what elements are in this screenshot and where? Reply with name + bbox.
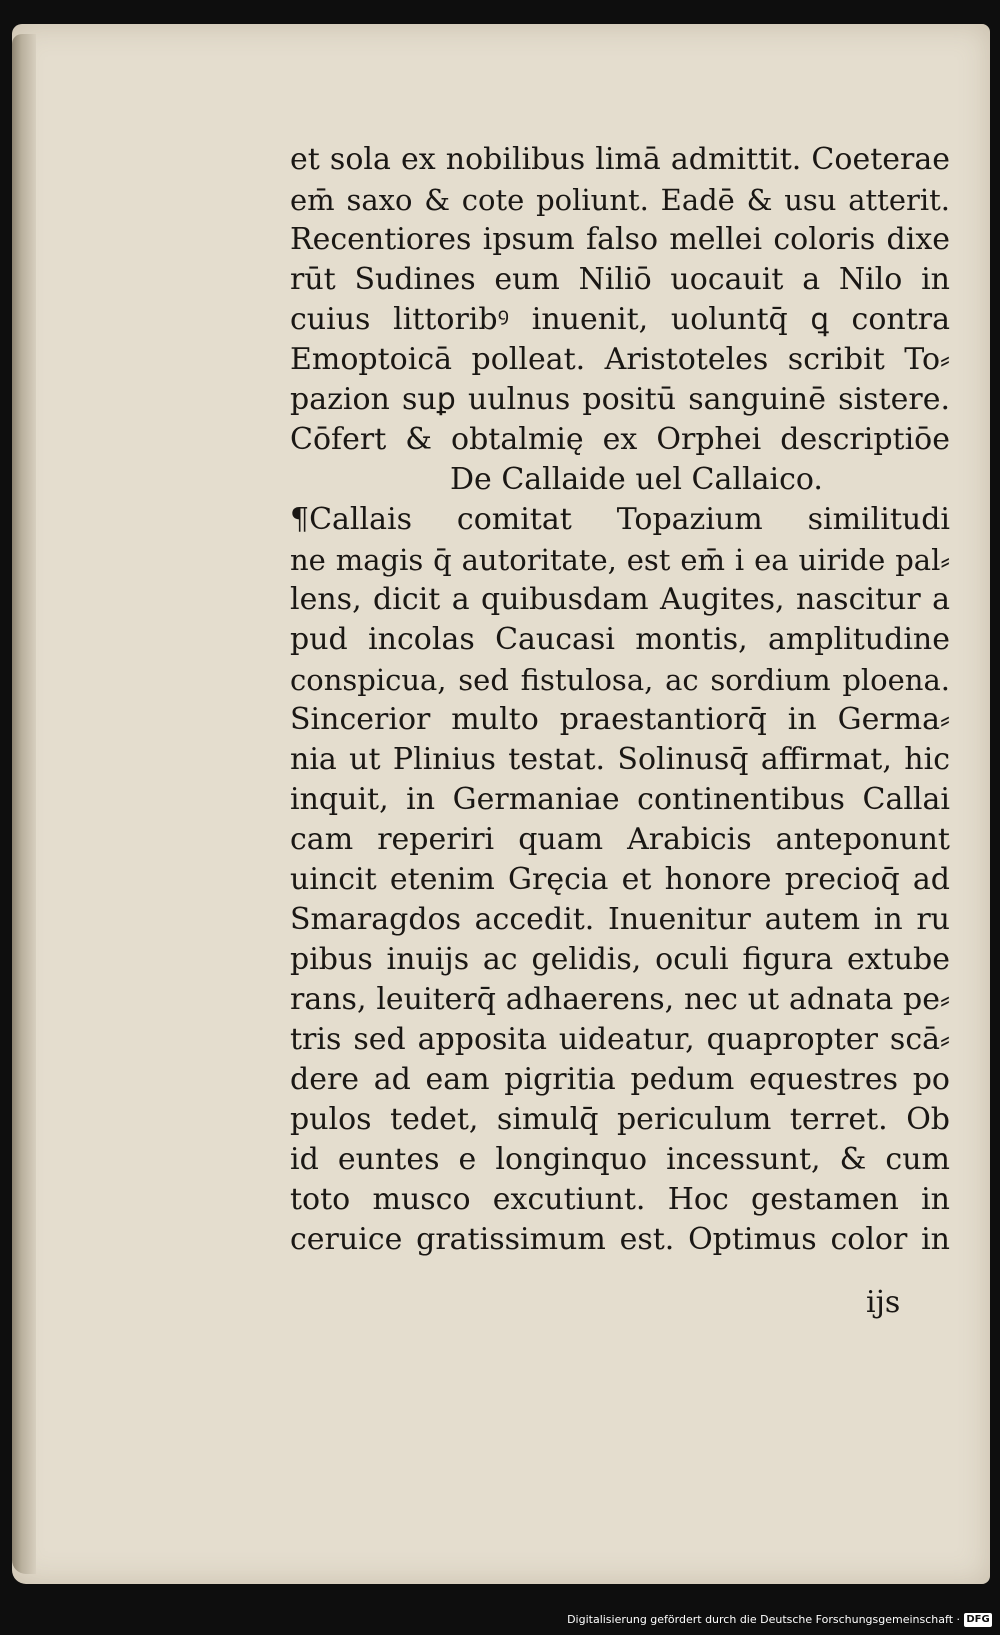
section-heading: De Callaide uel Callaico. bbox=[450, 462, 823, 497]
text-line: ceruice gratissimum est. Optimus color in bbox=[290, 1222, 950, 1257]
page-spine-edge bbox=[12, 34, 36, 1574]
text-line: pazion suꝑ uulnus positū sanguinē sistere. bbox=[290, 382, 950, 417]
text-line: nia ut Plinius testat. Solinusq̄ affirmat, hic bbox=[290, 742, 950, 777]
page-text-block bbox=[290, 140, 950, 1260]
text-line: cuius littoribꝰ inuenit, uoluntq̄ ꝗ contra bbox=[290, 302, 950, 337]
text-line: uincit etenim Gręcia et honore precioq̄ ad bbox=[290, 862, 950, 897]
footer-bar bbox=[0, 1611, 1000, 1631]
text-line: inquit, in Germaniae continentibus Callai bbox=[290, 782, 950, 817]
text-line: cam reperiri quam Arabicis anteponunt bbox=[290, 822, 950, 857]
text-line: pulos tedet, simulq̄ periculum terret. Ob bbox=[290, 1102, 950, 1137]
text-line: pibus inuijs ac gelidis, oculi figura extube bbox=[290, 942, 950, 977]
funding-credit: Digitalisierung gefördert durch die Deutsche Forschungsgemeinschaft · bbox=[567, 1613, 960, 1626]
text-line: Sincerior multo praestantiorq̄ in Germa⸗ bbox=[290, 702, 950, 737]
text-line: ¶Callais comitat Topazium similitudi bbox=[290, 502, 950, 537]
text-line: toto musco excutiunt. Hoc gestamen in bbox=[290, 1182, 950, 1217]
dfg-logo-icon: DFG bbox=[964, 1613, 992, 1627]
text-line: Cōfert & obtalmię ex Orphei descriptiōe bbox=[290, 422, 950, 457]
text-line: ne magis q̄ autoritate, est em̄ i ea uiride pal⸗ bbox=[290, 543, 950, 577]
text-line: Smaragdos accedit. Inuenitur autem in ru bbox=[290, 902, 950, 937]
catchword: ijs bbox=[866, 1285, 901, 1320]
text-line: tris sed apposita uideatur, quapropter scā⸗ bbox=[290, 1022, 950, 1057]
text-line: Recentiores ipsum falso mellei coloris dixe bbox=[290, 222, 950, 257]
text-line: em̄ saxo & cote poliunt. Eadē & usu atterit. bbox=[290, 183, 950, 217]
text-line: et sola ex nobilibus limā admittit. Coeterae bbox=[290, 142, 950, 177]
text-line: id euntes e longinquo incessunt, & cum bbox=[290, 1142, 950, 1177]
text-line: rūt Sudines eum Niliō uocauit a Nilo in bbox=[290, 262, 950, 297]
text-line: dere ad eam pigritia pedum equestres po bbox=[290, 1062, 950, 1097]
text-line: pud incolas Caucasi montis, amplitudine bbox=[290, 622, 950, 657]
text-line: Emoptoicā polleat. Aristoteles scribit To⸗ bbox=[290, 342, 950, 377]
text-line: lens, dicit a quibusdam Augites, nascitur a bbox=[290, 582, 950, 617]
text-line: rans, leuiterq̄ adhaerens, nec ut adnata pe⸗ bbox=[290, 982, 950, 1017]
text-line: conspicua, sed fistulosa, ac sordium ploena. bbox=[290, 663, 950, 697]
